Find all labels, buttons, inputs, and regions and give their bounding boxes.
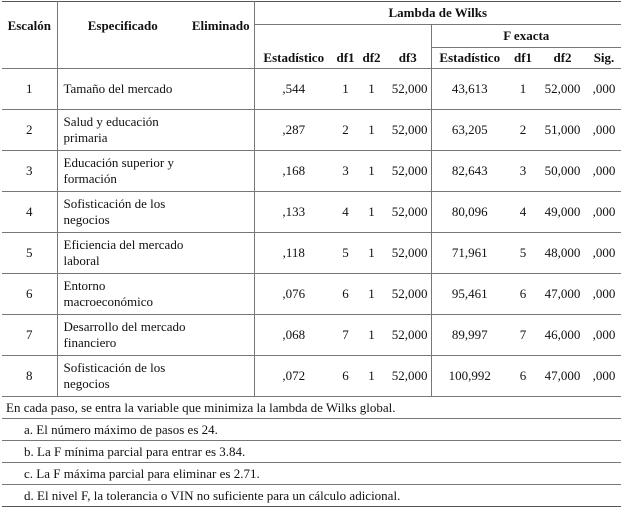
f-statistic-cell: 82,643 <box>431 151 508 192</box>
specified-cell: Sofisticación de los negocios <box>57 356 188 397</box>
df1-cell: 6 <box>333 274 358 315</box>
df2-cell: 1 <box>358 274 385 315</box>
step-cell: 5 <box>2 233 57 274</box>
f-df1-cell: 1 <box>508 69 538 110</box>
removed-cell <box>188 69 254 110</box>
df3-cell: 52,000 <box>385 315 431 356</box>
sig-cell: ,000 <box>587 315 621 356</box>
df1-cell: 6 <box>333 356 358 397</box>
footnote-intro: En cada paso, se entra la variable que minimiza la lambda de Wilks global. <box>2 397 621 419</box>
df2-cell: 1 <box>358 192 385 233</box>
f-df2-cell: 51,000 <box>538 110 587 151</box>
wilks-lambda-table <box>2 1 621 507</box>
f-statistic-cell: 43,613 <box>431 69 508 110</box>
specified-cell: Educación superior y formación <box>57 151 188 192</box>
statistic-cell: ,168 <box>254 151 333 192</box>
df2-cell: 1 <box>358 151 385 192</box>
f-statistic-cell: 89,997 <box>431 315 508 356</box>
df2-cell: 1 <box>358 356 385 397</box>
header-f-df2: df2 <box>553 50 572 65</box>
f-df1-cell: 5 <box>508 233 538 274</box>
removed-cell <box>188 233 254 274</box>
df3-cell: 52,000 <box>385 151 431 192</box>
step-cell: 3 <box>2 151 57 192</box>
header-estadistico: Estadístico <box>263 50 325 65</box>
step-cell: 4 <box>2 192 57 233</box>
f-df2-cell: 50,000 <box>538 151 587 192</box>
specified-cell: Entorno macroeconómico <box>57 274 188 315</box>
table-row <box>2 274 621 315</box>
footnote-c: c. La F máxima parcial para eliminar es 2.71. <box>2 463 621 485</box>
sig-cell: ,000 <box>587 110 621 151</box>
df3-cell: 52,000 <box>385 233 431 274</box>
table-row <box>2 233 621 274</box>
header-df3: df3 <box>385 25 431 69</box>
specified-cell: Tamaño del mercado <box>57 69 188 110</box>
header-eliminado: Eliminado <box>188 2 254 69</box>
table-row <box>2 315 621 356</box>
f-statistic-cell: 95,461 <box>431 274 508 315</box>
f-df2-cell: 52,000 <box>538 69 587 110</box>
sig-cell: ,000 <box>587 151 621 192</box>
step-cell: 1 <box>2 69 57 110</box>
f-statistic-cell: 80,096 <box>431 192 508 233</box>
step-cell: 8 <box>2 356 57 397</box>
removed-cell <box>188 151 254 192</box>
header-especificado: Especificado <box>57 2 188 69</box>
removed-cell <box>188 110 254 151</box>
header-f-exacta: F exacta <box>431 25 621 48</box>
df1-cell: 5 <box>333 233 358 274</box>
df1-cell: 7 <box>333 315 358 356</box>
step-cell: 7 <box>2 315 57 356</box>
df1-cell: 1 <box>333 69 358 110</box>
statistic-cell: ,072 <box>254 356 333 397</box>
table-row <box>2 192 621 233</box>
df3-cell: 52,000 <box>385 356 431 397</box>
statistic-cell: ,118 <box>254 233 333 274</box>
df2-cell: 1 <box>358 315 385 356</box>
f-df2-cell: 48,000 <box>538 233 587 274</box>
f-statistic-cell: 63,205 <box>431 110 508 151</box>
removed-cell <box>188 192 254 233</box>
header-df1: df1 <box>336 50 355 65</box>
f-df2-cell: 49,000 <box>538 192 587 233</box>
df2-cell: 1 <box>358 233 385 274</box>
table-row <box>2 356 621 397</box>
f-df1-cell: 3 <box>508 151 538 192</box>
header-f-df1: df1 <box>513 50 533 65</box>
df2-cell: 1 <box>358 69 385 110</box>
step-cell: 6 <box>2 274 57 315</box>
df3-cell: 52,000 <box>385 110 431 151</box>
f-df2-cell: 47,000 <box>538 274 587 315</box>
statistic-cell: ,287 <box>254 110 333 151</box>
sig-cell: ,000 <box>587 192 621 233</box>
f-df2-cell: 46,000 <box>538 315 587 356</box>
header-f-estadistico: Estadístico <box>439 50 501 65</box>
df3-cell: 52,000 <box>385 69 431 110</box>
header-sig: Sig. <box>593 50 615 65</box>
f-df1-cell: 6 <box>508 356 538 397</box>
removed-cell <box>188 274 254 315</box>
footnote-b: b. La F mínima parcial para entrar es 3.84. <box>2 441 621 463</box>
table-row <box>2 110 621 151</box>
statistic-cell: ,068 <box>254 315 333 356</box>
statistic-cell: ,076 <box>254 274 333 315</box>
f-statistic-cell: 100,992 <box>431 356 508 397</box>
sig-cell: ,000 <box>587 356 621 397</box>
header-df2: df2 <box>362 50 381 65</box>
df3-cell: 52,000 <box>385 274 431 315</box>
specified-cell: Sofisticación de los negocios <box>57 192 188 233</box>
f-df1-cell: 2 <box>508 110 538 151</box>
f-df1-cell: 6 <box>508 274 538 315</box>
header-escalon: Escalón <box>2 2 57 69</box>
footnote-d: d. El nivel F, la tolerancia o VIN no suficiente para un cálculo adicional. <box>2 485 621 507</box>
f-df1-cell: 4 <box>508 192 538 233</box>
specified-cell: Desarrollo del mercado financiero <box>57 315 188 356</box>
df3-cell: 52,000 <box>385 192 431 233</box>
table-row <box>2 69 621 110</box>
step-cell: 2 <box>2 110 57 151</box>
statistic-cell: ,544 <box>254 69 333 110</box>
statistic-cell: ,133 <box>254 192 333 233</box>
df1-cell: 3 <box>333 151 358 192</box>
footnote-a: a. El número máximo de pasos es 24. <box>2 419 621 441</box>
header-lambda-de-wilks: Lambda de Wilks <box>254 2 621 25</box>
table-row <box>2 151 621 192</box>
sig-cell: ,000 <box>587 274 621 315</box>
f-statistic-cell: 71,961 <box>431 233 508 274</box>
removed-cell <box>188 315 254 356</box>
sig-cell: ,000 <box>587 233 621 274</box>
sig-cell: ,000 <box>587 69 621 110</box>
specified-cell: Eficiencia del mercado laboral <box>57 233 188 274</box>
f-df1-cell: 7 <box>508 315 538 356</box>
df1-cell: 4 <box>333 192 358 233</box>
specified-cell: Salud y educación primaria <box>57 110 188 151</box>
removed-cell <box>188 356 254 397</box>
df1-cell: 2 <box>333 110 358 151</box>
f-df2-cell: 47,000 <box>538 356 587 397</box>
df2-cell: 1 <box>358 110 385 151</box>
